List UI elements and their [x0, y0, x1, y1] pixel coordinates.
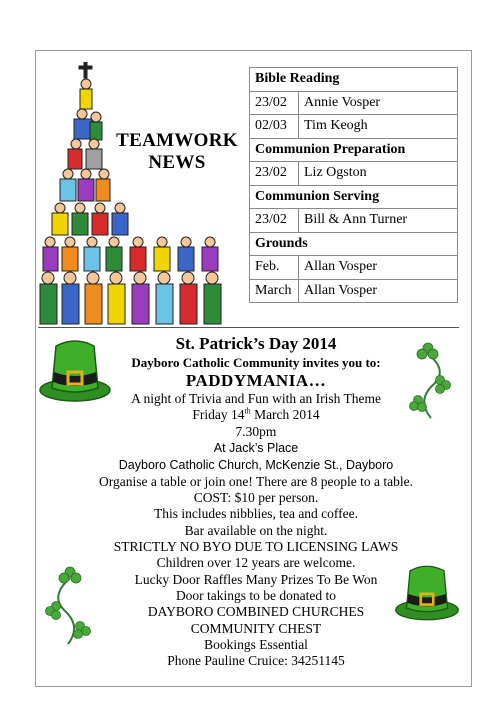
- event-date-prefix: Friday 14: [192, 407, 245, 423]
- event-bookings: Bookings Essential: [204, 636, 308, 652]
- roster-name: Annie Vosper: [299, 91, 458, 115]
- roster-name: Allan Vosper: [299, 279, 458, 303]
- roster-heading-row: [250, 185, 458, 209]
- roster-date: 23/02: [250, 209, 299, 233]
- event-beneficiary-1: DAYBORO COMBINED CHURCHES: [147, 604, 365, 620]
- roster-row: [250, 91, 458, 115]
- event-includes: This includes nibblies, tea and coffee.: [153, 506, 359, 522]
- roster-name: Tim Keogh: [299, 115, 458, 139]
- human-tower-cross-icon: [38, 62, 238, 327]
- event-children: Children over 12 years are welcome.: [156, 555, 356, 571]
- roster-heading-row: [250, 138, 458, 162]
- roster-row: [250, 256, 458, 280]
- roster-row: [250, 115, 458, 139]
- event-name: PADDYMANIA…: [185, 371, 327, 390]
- event-announcement: [96, 334, 416, 669]
- event-raffles: Lucky Door Raffles Many Prizes To Be Won: [134, 571, 378, 587]
- roster-heading-row: [250, 68, 458, 92]
- roster-date: 02/03: [250, 115, 299, 139]
- newsletter-title-line2: NEWS: [148, 152, 206, 173]
- event-date-suffix: th: [244, 406, 251, 416]
- event-date: [96, 407, 416, 423]
- roster-date: 23/02: [250, 162, 299, 186]
- event-invite: Dayboro Catholic Community invites you to:: [131, 355, 381, 370]
- shamrock-vine-icon: [42, 564, 94, 646]
- newsletter-title: [107, 130, 247, 174]
- roster-date: March: [250, 279, 299, 303]
- event-venue: At Jack’s Place: [213, 440, 299, 455]
- roster-date: Feb.: [250, 256, 299, 280]
- roster-heading: Communion Serving: [250, 185, 458, 209]
- roster-row: [250, 279, 458, 303]
- roster-date: 23/02: [250, 91, 299, 115]
- roster-heading: Communion Preparation: [250, 138, 458, 162]
- roster-name: Allan Vosper: [299, 256, 458, 280]
- event-time: 7.30pm: [235, 423, 277, 439]
- roster-heading: Bible Reading: [250, 68, 458, 92]
- roster-row: [250, 209, 458, 233]
- roster-heading: Grounds: [250, 232, 458, 256]
- roster-row: [250, 162, 458, 186]
- roster-name: Bill & Ann Turner: [299, 209, 458, 233]
- event-heading: St. Patrick’s Day 2014: [175, 334, 337, 353]
- event-address: Dayboro Catholic Church, McKenzie St., Dayboro: [118, 457, 394, 472]
- roster-heading-row: [250, 232, 458, 256]
- event-cost: COST: $10 per person.: [193, 490, 319, 506]
- event-table-info: Organise a table or join one! There are 8 people to a table.: [98, 473, 413, 489]
- event-beneficiary-2: COMMUNITY CHEST: [190, 620, 322, 636]
- newsletter-title-line1: TEAMWORK: [116, 130, 238, 151]
- event-description: A night of Trivia and Fun with an Irish Theme: [131, 391, 381, 406]
- roster-table: [249, 67, 458, 303]
- event-byo: STRICTLY NO BYO DUE TO LICENSING LAWS: [113, 539, 399, 555]
- event-door-takings: Door takings to be donated to: [175, 587, 337, 603]
- event-date-rest: March 2014: [250, 407, 320, 423]
- event-phone: Phone Pauline Cruice: 34251145: [167, 653, 345, 669]
- roster-name: Liz Ogston: [299, 162, 458, 186]
- event-bar: Bar available on the night.: [184, 522, 328, 538]
- section-divider: [38, 327, 459, 328]
